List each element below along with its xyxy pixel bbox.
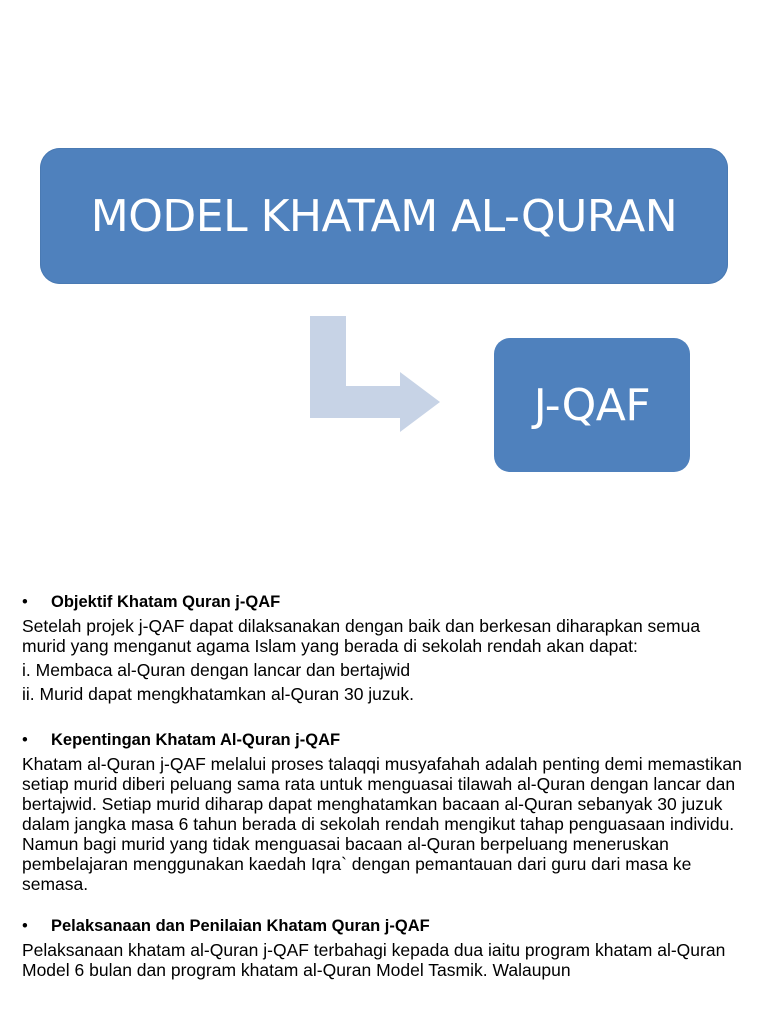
section-heading [22, 916, 746, 936]
section-kepentingan [22, 730, 746, 894]
section-heading [22, 592, 746, 612]
section-heading-text: Pelaksanaan dan Penilaian Khatam Quran j-QAF [51, 917, 430, 935]
section-objektif [22, 592, 746, 704]
title-node-label: MODEL KHATAM AL-QURAN [90, 190, 678, 242]
section-paragraph: Pelaksanaan khatam al-Quran j-QAF terbahagi kepada dua iaitu program khatam al-Quran Model 6 bulan dan program khatam al-Quran Model Tasmik. Walaupun [22, 940, 726, 980]
section-heading-text: Kepentingan Khatam Al-Quran j-QAF [51, 731, 341, 749]
child-node [494, 338, 690, 472]
list-item: i. Membaca al-Quran dengan lancar dan bertajwid [22, 660, 411, 680]
child-node-label: J-QAF [533, 379, 651, 431]
section-paragraph: Setelah projek j-QAF dapat dilaksanakan dengan baik dan berkesan diharapkan semua murid yang menganut agama Islam yang berada di sekolah rendah akan dapat: [22, 616, 701, 656]
text-content [22, 592, 746, 980]
list-item: ii. Murid dapat mengkhatamkan al-Quran 30 juzuk. [22, 684, 415, 704]
connector-arrow-icon [306, 316, 446, 436]
bullet-icon: • [22, 731, 28, 749]
section-heading-text: Objektif Khatam Quran j-QAF [51, 593, 281, 611]
title-node [40, 148, 728, 284]
section-pelaksanaan [22, 916, 746, 980]
section-heading [22, 730, 746, 750]
connector-arrow-shape [310, 316, 440, 432]
bullet-icon: • [22, 593, 28, 611]
section-paragraph: Khatam al-Quran j-QAF melalui proses talaqqi musyafahah adalah penting demi memastikan setiap murid diberi peluang sama rata untuk menguasai tilawah al-Quran dengan lancar dan bertajwid. Setiap murid diharap dapat menghatamkan bacaan al-Quran sebanyak 30 juzuk dalam jangka masa 6 tahun berada di sekolah rendah mengikut tahap penguasaan individu. Namun bagi murid yang tidak menguasai bacaan al-Quran berpeluang meneruskan pembelajaran menggunakan kaedah Iqra` dengan pemantauan dari guru dari masa ke semasa. [22, 754, 742, 894]
bullet-icon: • [22, 917, 28, 935]
